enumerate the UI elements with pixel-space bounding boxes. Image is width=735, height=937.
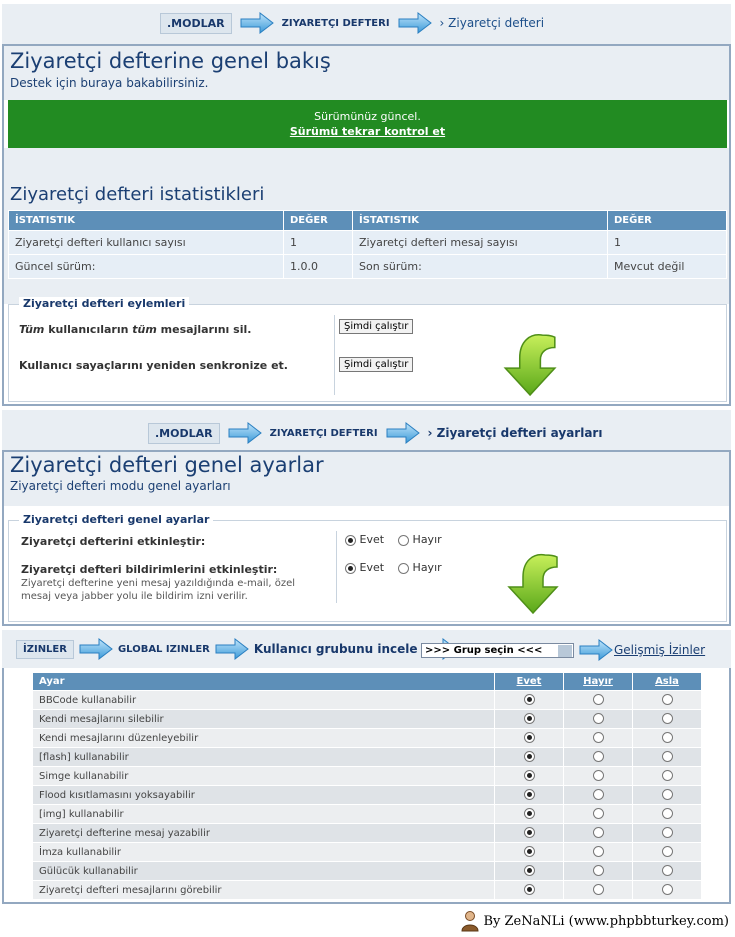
perm-header-never[interactable]: Asla — [633, 673, 702, 691]
footer-credit — [461, 910, 729, 932]
notify-no-radio[interactable] — [398, 563, 409, 574]
right-arrow-icon — [398, 12, 432, 34]
permissions-nav-bar — [2, 630, 731, 668]
perm-yes-radio[interactable] — [524, 713, 535, 724]
perm-label: Kendi mesajlarını silebilir — [33, 710, 495, 729]
stat-value: 1 — [608, 231, 727, 255]
perm-never-cell — [633, 881, 702, 900]
stats-table — [8, 210, 727, 279]
enable-notify-options — [345, 561, 442, 574]
right-arrow-icon — [240, 12, 274, 34]
perm-never-cell — [633, 767, 702, 786]
perm-yes-cell — [495, 862, 564, 881]
actions-fieldset — [8, 297, 727, 402]
resync-label: Kullanıcı sayaçlarını yeniden senkronize et. — [19, 359, 288, 372]
settings-panel — [2, 450, 731, 626]
notify-description — [21, 577, 295, 603]
group-select[interactable] — [421, 643, 574, 658]
divider — [336, 531, 337, 603]
notify-yes-radio[interactable] — [345, 563, 356, 574]
perm-never-radio[interactable] — [662, 789, 673, 800]
permissions-table — [32, 672, 702, 900]
perm-never-radio[interactable] — [662, 827, 673, 838]
right-arrow-icon — [579, 639, 613, 661]
perm-yes-radio[interactable] — [524, 808, 535, 819]
perm-never-cell — [633, 710, 702, 729]
version-status-box — [8, 100, 727, 148]
perm-never-radio[interactable] — [662, 770, 673, 781]
perm-yes-cell — [495, 805, 564, 824]
permissions-breadcrumb — [16, 638, 457, 660]
table-row — [33, 805, 702, 824]
right-arrow-icon — [228, 422, 262, 444]
perm-label: Ziyaretçi defterine mesaj yazabilir — [33, 824, 495, 843]
perm-yes-cell — [495, 824, 564, 843]
breadcrumb-bar-2 — [2, 410, 731, 450]
table-row — [33, 786, 702, 805]
perm-never-cell — [633, 729, 702, 748]
perm-never-cell — [633, 805, 702, 824]
perm-yes-radio[interactable] — [524, 789, 535, 800]
perm-yes-cell — [495, 748, 564, 767]
breadcrumb-current[interactable]: › Ziyaretçi defteri ayarları — [427, 426, 603, 440]
perm-no-cell — [564, 748, 633, 767]
perm-no-cell — [564, 729, 633, 748]
perm-never-cell — [633, 824, 702, 843]
perm-never-radio[interactable] — [662, 732, 673, 743]
divider — [334, 315, 335, 395]
enable-no-radio[interactable] — [398, 535, 409, 546]
enable-guestbook-label: Ziyaretçi defterini etkinleştir: — [21, 535, 206, 548]
perm-yes-cell — [495, 691, 564, 710]
perm-label: Ziyaretçi defteri mesajlarını görebilir — [33, 881, 495, 900]
perm-yes-radio[interactable] — [524, 751, 535, 762]
perm-no-radio[interactable] — [593, 846, 604, 857]
enable-notify-label: Ziyaretçi defteri bildirimlerini etkinleştir: — [21, 563, 278, 576]
group-select-value: >>> Grup seçin <<< — [425, 645, 543, 656]
notify-desc-1: Ziyaretçi defterine yeni mesaj yazıldığında e-mail, özel — [21, 578, 296, 589]
perm-no-cell — [564, 691, 633, 710]
stats-header: DEĞER — [608, 211, 727, 231]
perm-never-radio[interactable] — [662, 713, 673, 724]
support-pre: Destek için — [10, 76, 81, 90]
settings-fieldset — [8, 513, 727, 622]
settings-subtitle: Ziyaretçi defteri modu genel ayarları — [10, 479, 231, 493]
credit-text: By ZeNaNLi (www.phpbbturkey.com) — [483, 913, 729, 929]
run-resync-button[interactable]: Şimdi çalıştır — [339, 357, 413, 372]
global-permissions-link[interactable]: GLOBAL IZINLER — [117, 643, 210, 655]
enable-yes-radio[interactable] — [345, 535, 356, 546]
table-row — [33, 862, 702, 881]
stat-label: Ziyaretçi defteri kullanıcı sayısı — [9, 231, 284, 255]
user-avatar-icon — [461, 910, 479, 932]
perm-no-cell — [564, 862, 633, 881]
table-row — [33, 767, 702, 786]
perm-yes-radio[interactable] — [524, 884, 535, 895]
permissions-tag[interactable]: İZINLER — [16, 640, 74, 659]
perm-never-radio[interactable] — [662, 865, 673, 876]
perm-no-radio[interactable] — [593, 694, 604, 705]
perm-label: Kendi mesajlarını düzenleyebilir — [33, 729, 495, 748]
perm-yes-radio[interactable] — [524, 865, 535, 876]
perm-yes-radio[interactable] — [524, 846, 535, 857]
perm-never-radio[interactable] — [662, 884, 673, 895]
table-row — [9, 255, 727, 279]
stats-header: İSTATISTIK — [9, 211, 284, 231]
permissions-panel — [2, 668, 731, 904]
perm-no-cell — [564, 824, 633, 843]
perm-label: Flood kısıtlamasını yoksayabilir — [33, 786, 495, 805]
perm-never-cell — [633, 843, 702, 862]
perm-no-radio[interactable] — [593, 770, 604, 781]
perm-no-radio[interactable] — [593, 808, 604, 819]
perm-no-cell — [564, 767, 633, 786]
breadcrumb-modlar[interactable]: .MODLAR — [160, 13, 232, 34]
perm-label: [img] kullanabilir — [33, 805, 495, 824]
support-link[interactable]: buraya — [80, 76, 123, 90]
perm-header-no[interactable]: Hayır — [564, 673, 633, 691]
delete-post: mesajlarını sil. — [156, 323, 252, 336]
perm-label: İmza kullanabilir — [33, 843, 495, 862]
stat-label: Ziyaretçi defteri mesaj sayısı — [353, 231, 608, 255]
stat-value: 1.0.0 — [284, 255, 353, 279]
perm-no-radio[interactable] — [593, 751, 604, 762]
perm-never-radio[interactable] — [662, 751, 673, 762]
settings-title: Ziyaretçi defteri genel ayarlar — [10, 453, 324, 477]
overview-panel — [2, 44, 731, 406]
perm-no-cell — [564, 710, 633, 729]
breadcrumb-modlar[interactable]: .MODLAR — [148, 423, 220, 444]
emph-all-2: tüm — [132, 323, 157, 336]
table-row — [33, 748, 702, 767]
perm-no-radio[interactable] — [593, 865, 604, 876]
perm-never-cell — [633, 786, 702, 805]
no-label: Hayır — [412, 561, 442, 574]
inspect-group-label: Kullanıcı grubunu incele — [253, 642, 418, 656]
delete-mid: kullanıcıların — [44, 323, 133, 336]
perm-no-cell — [564, 786, 633, 805]
notify-desc-2: mesaj veya jabber yolu ile bildirim izni verilir. — [21, 591, 248, 602]
breadcrumb-1 — [160, 12, 544, 34]
perm-yes-cell — [495, 710, 564, 729]
stats-header: DEĞER — [284, 211, 353, 231]
perm-yes-cell — [495, 881, 564, 900]
breadcrumb-ziyaretci[interactable]: ZIYARETÇI DEFTERI — [281, 17, 390, 29]
support-line — [10, 76, 208, 90]
perm-label: Simge kullanabilir — [33, 767, 495, 786]
advanced-permissions-link[interactable]: Gelişmiş İzinler — [614, 643, 706, 657]
stats-title: Ziyaretçi defteri istatistikleri — [10, 184, 265, 205]
enable-guestbook-options — [345, 533, 442, 546]
down-arrow-icon — [497, 331, 559, 397]
breadcrumb-ziyaretci[interactable]: ZIYARETÇI DEFTERI — [269, 427, 378, 439]
stat-value: 1 — [284, 231, 353, 255]
emph-all: Tüm — [19, 323, 45, 336]
table-row — [33, 881, 702, 900]
breadcrumb-current-label: Ziyaretçi defteri ayarları — [436, 426, 603, 440]
no-label: Hayır — [412, 533, 442, 546]
table-row — [33, 710, 702, 729]
perm-yes-cell — [495, 786, 564, 805]
perm-never-cell — [633, 691, 702, 710]
run-delete-button[interactable]: Şimdi çalıştır — [339, 319, 413, 334]
perm-never-radio[interactable] — [662, 694, 673, 705]
perm-no-radio[interactable] — [593, 713, 604, 724]
table-row — [33, 691, 702, 710]
right-arrow-icon — [386, 422, 420, 444]
perm-yes-cell — [495, 843, 564, 862]
yes-label: Evet — [359, 561, 385, 574]
table-row — [33, 824, 702, 843]
breadcrumb-2 — [148, 422, 602, 444]
perm-yes-radio[interactable] — [524, 694, 535, 705]
page-title: Ziyaretçi defterine genel bakış — [10, 49, 331, 73]
perm-no-radio[interactable] — [593, 732, 604, 743]
down-arrow-icon — [501, 551, 561, 615]
delete-all-label — [19, 323, 251, 336]
perm-label: BBCode kullanabilir — [33, 691, 495, 710]
perm-never-radio[interactable] — [662, 846, 673, 857]
breadcrumb-current[interactable]: › Ziyaretçi defteri — [439, 16, 545, 30]
right-arrow-icon — [79, 638, 113, 660]
perm-no-radio[interactable] — [593, 789, 604, 800]
perm-label: Gülücük kullanabilir — [33, 862, 495, 881]
support-post: bakabilirsiniz. — [122, 76, 209, 90]
perm-label: [flash] kullanabilir — [33, 748, 495, 767]
perm-no-cell — [564, 805, 633, 824]
perm-no-cell — [564, 881, 633, 900]
perm-header: Ayar — [33, 673, 495, 691]
perm-never-radio[interactable] — [662, 808, 673, 819]
chevron-down-icon — [558, 645, 572, 657]
actions-legend: Ziyaretçi defteri eylemleri — [19, 297, 189, 310]
stat-label: Güncel sürüm: — [9, 255, 284, 279]
perm-yes-cell — [495, 767, 564, 786]
breadcrumb-current-label: Ziyaretçi defteri — [448, 16, 545, 30]
perm-yes-radio[interactable] — [524, 770, 535, 781]
perm-yes-cell — [495, 729, 564, 748]
version-status-text: Sürümünüz güncel. — [314, 110, 421, 123]
perm-yes-radio[interactable] — [524, 732, 535, 743]
yes-label: Evet — [359, 533, 385, 546]
table-row — [33, 843, 702, 862]
table-row — [33, 729, 702, 748]
stat-label: Son sürüm: — [353, 255, 608, 279]
perm-never-cell — [633, 862, 702, 881]
right-arrow-icon — [215, 638, 249, 660]
stat-value: Mevcut değil — [608, 255, 727, 279]
table-row — [9, 231, 727, 255]
perm-header-yes[interactable]: Evet — [495, 673, 564, 691]
perm-no-radio[interactable] — [593, 827, 604, 838]
perm-never-cell — [633, 748, 702, 767]
perm-no-radio[interactable] — [593, 884, 604, 895]
perm-yes-radio[interactable] — [524, 827, 535, 838]
recheck-version-link[interactable]: Sürümü tekrar kontrol et — [289, 125, 446, 138]
settings-legend: Ziyaretçi defteri genel ayarlar — [19, 513, 213, 526]
perm-no-cell — [564, 843, 633, 862]
breadcrumb-bar-1 — [2, 4, 731, 44]
stats-header: İSTATISTIK — [353, 211, 608, 231]
